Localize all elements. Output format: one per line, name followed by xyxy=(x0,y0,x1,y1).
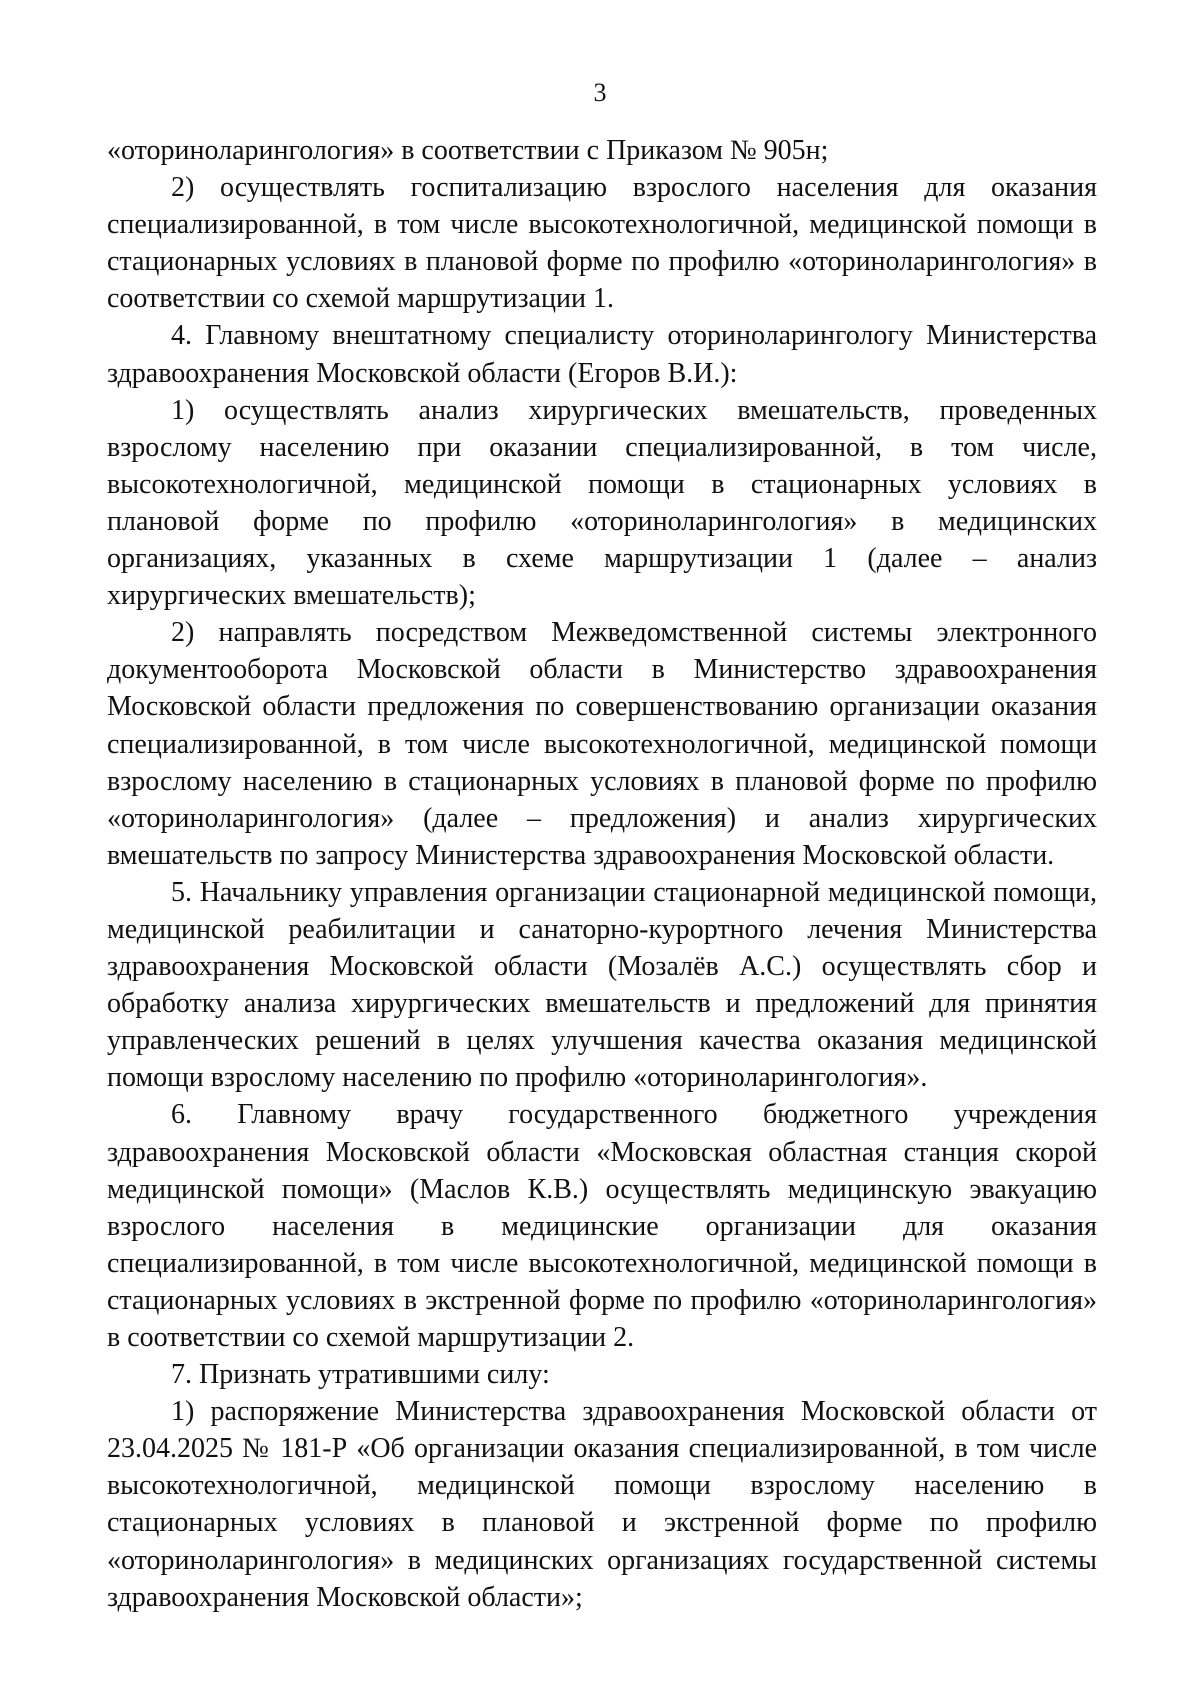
paragraph-item-5: 5. Начальнику управления организации стационарной медицинской помощи, медицинской реабилитации и санаторно-курортного лечения Министерства здравоохранения Московской области (Мозалёв А.С.) осуществлять сбор и обработку анализа хирургических вмешательств и предложений для принятия управленческих решений в целях улучшения качества оказания медицинской помощи взрослому населению по профилю «оториноларингология». xyxy=(107,876,1097,1094)
page-number: 3 xyxy=(593,78,607,107)
paragraph-item-6: 6. Главному врачу государственного бюджетного учреждения здравоохранения Московской области «Московская областная станция скорой медицинской помощи» (Маслов К.В.) осуществлять медицинскую эвакуацию взрослого населения в медицинские организации для оказания специализированной, в том числе высокотехнологичной, медицинской помощи в стационарных условиях в экстренной форме по профилю «оториноларингология» в соответствии со схемой маршрутизации 2. xyxy=(107,1099,1097,1353)
paragraph-item-3-2: 2) осуществлять госпитализацию взрослого населения для оказания специализированной, в том числе высокотехнологичной, медицинской помощи в стационарных условиях в плановой форме по профилю «оториноларингология» в соответствии со схемой маршрутизации 1. xyxy=(107,172,1097,315)
paragraph-item-7-1: 1) распоряжение Министерства здравоохранения Московской области от 23.04.2025 № 181-Р «Об организации оказания специализированной, в том числе высокотехнологичной, медицинской помощи взрослому населению в стационарных условиях в плановой и экстренной форме по профилю «оториноларингология» в медицинских организациях государственной системы здравоохранения Московской области»; xyxy=(107,1396,1097,1613)
paragraph-continuation: «оториноларингология» в соответствии с Приказом № 905н; xyxy=(107,135,829,166)
paragraph-item-4: 4. Главному внештатному специалисту оториноларингологу Министерства здравоохранения Московской области (Егоров В.И.): xyxy=(107,320,1097,389)
paragraph-item-4-1: 1) осуществлять анализ хирургических вмешательств, проведенных взрослому населению при оказании специализированной, в том числе, высокотехнологичной, медицинской помощи в стационарных условиях в плановой форме по профилю «оториноларингология» в медицинских организациях, указанных в схеме маршрутизации 1 (далее – анализ хирургических вмешательств); xyxy=(107,394,1097,612)
paragraph-item-4-2: 2) направлять посредством Межведомственной системы электронного документооборота Московской области в Министерство здравоохранения Московской области предложения по совершенствованию организации оказания специализированной, в том числе высокотехнологичной, медицинской помощи взрослому населению в стационарных условиях в плановой форме по профилю «оториноларингология» (далее – предложения) и анализ хирургических вмешательств по запросу Министерства здравоохранения Московской области. xyxy=(107,617,1097,871)
document-body xyxy=(107,132,1097,1616)
paragraph-item-7: 7. Признать утратившими силу: xyxy=(171,1359,550,1391)
